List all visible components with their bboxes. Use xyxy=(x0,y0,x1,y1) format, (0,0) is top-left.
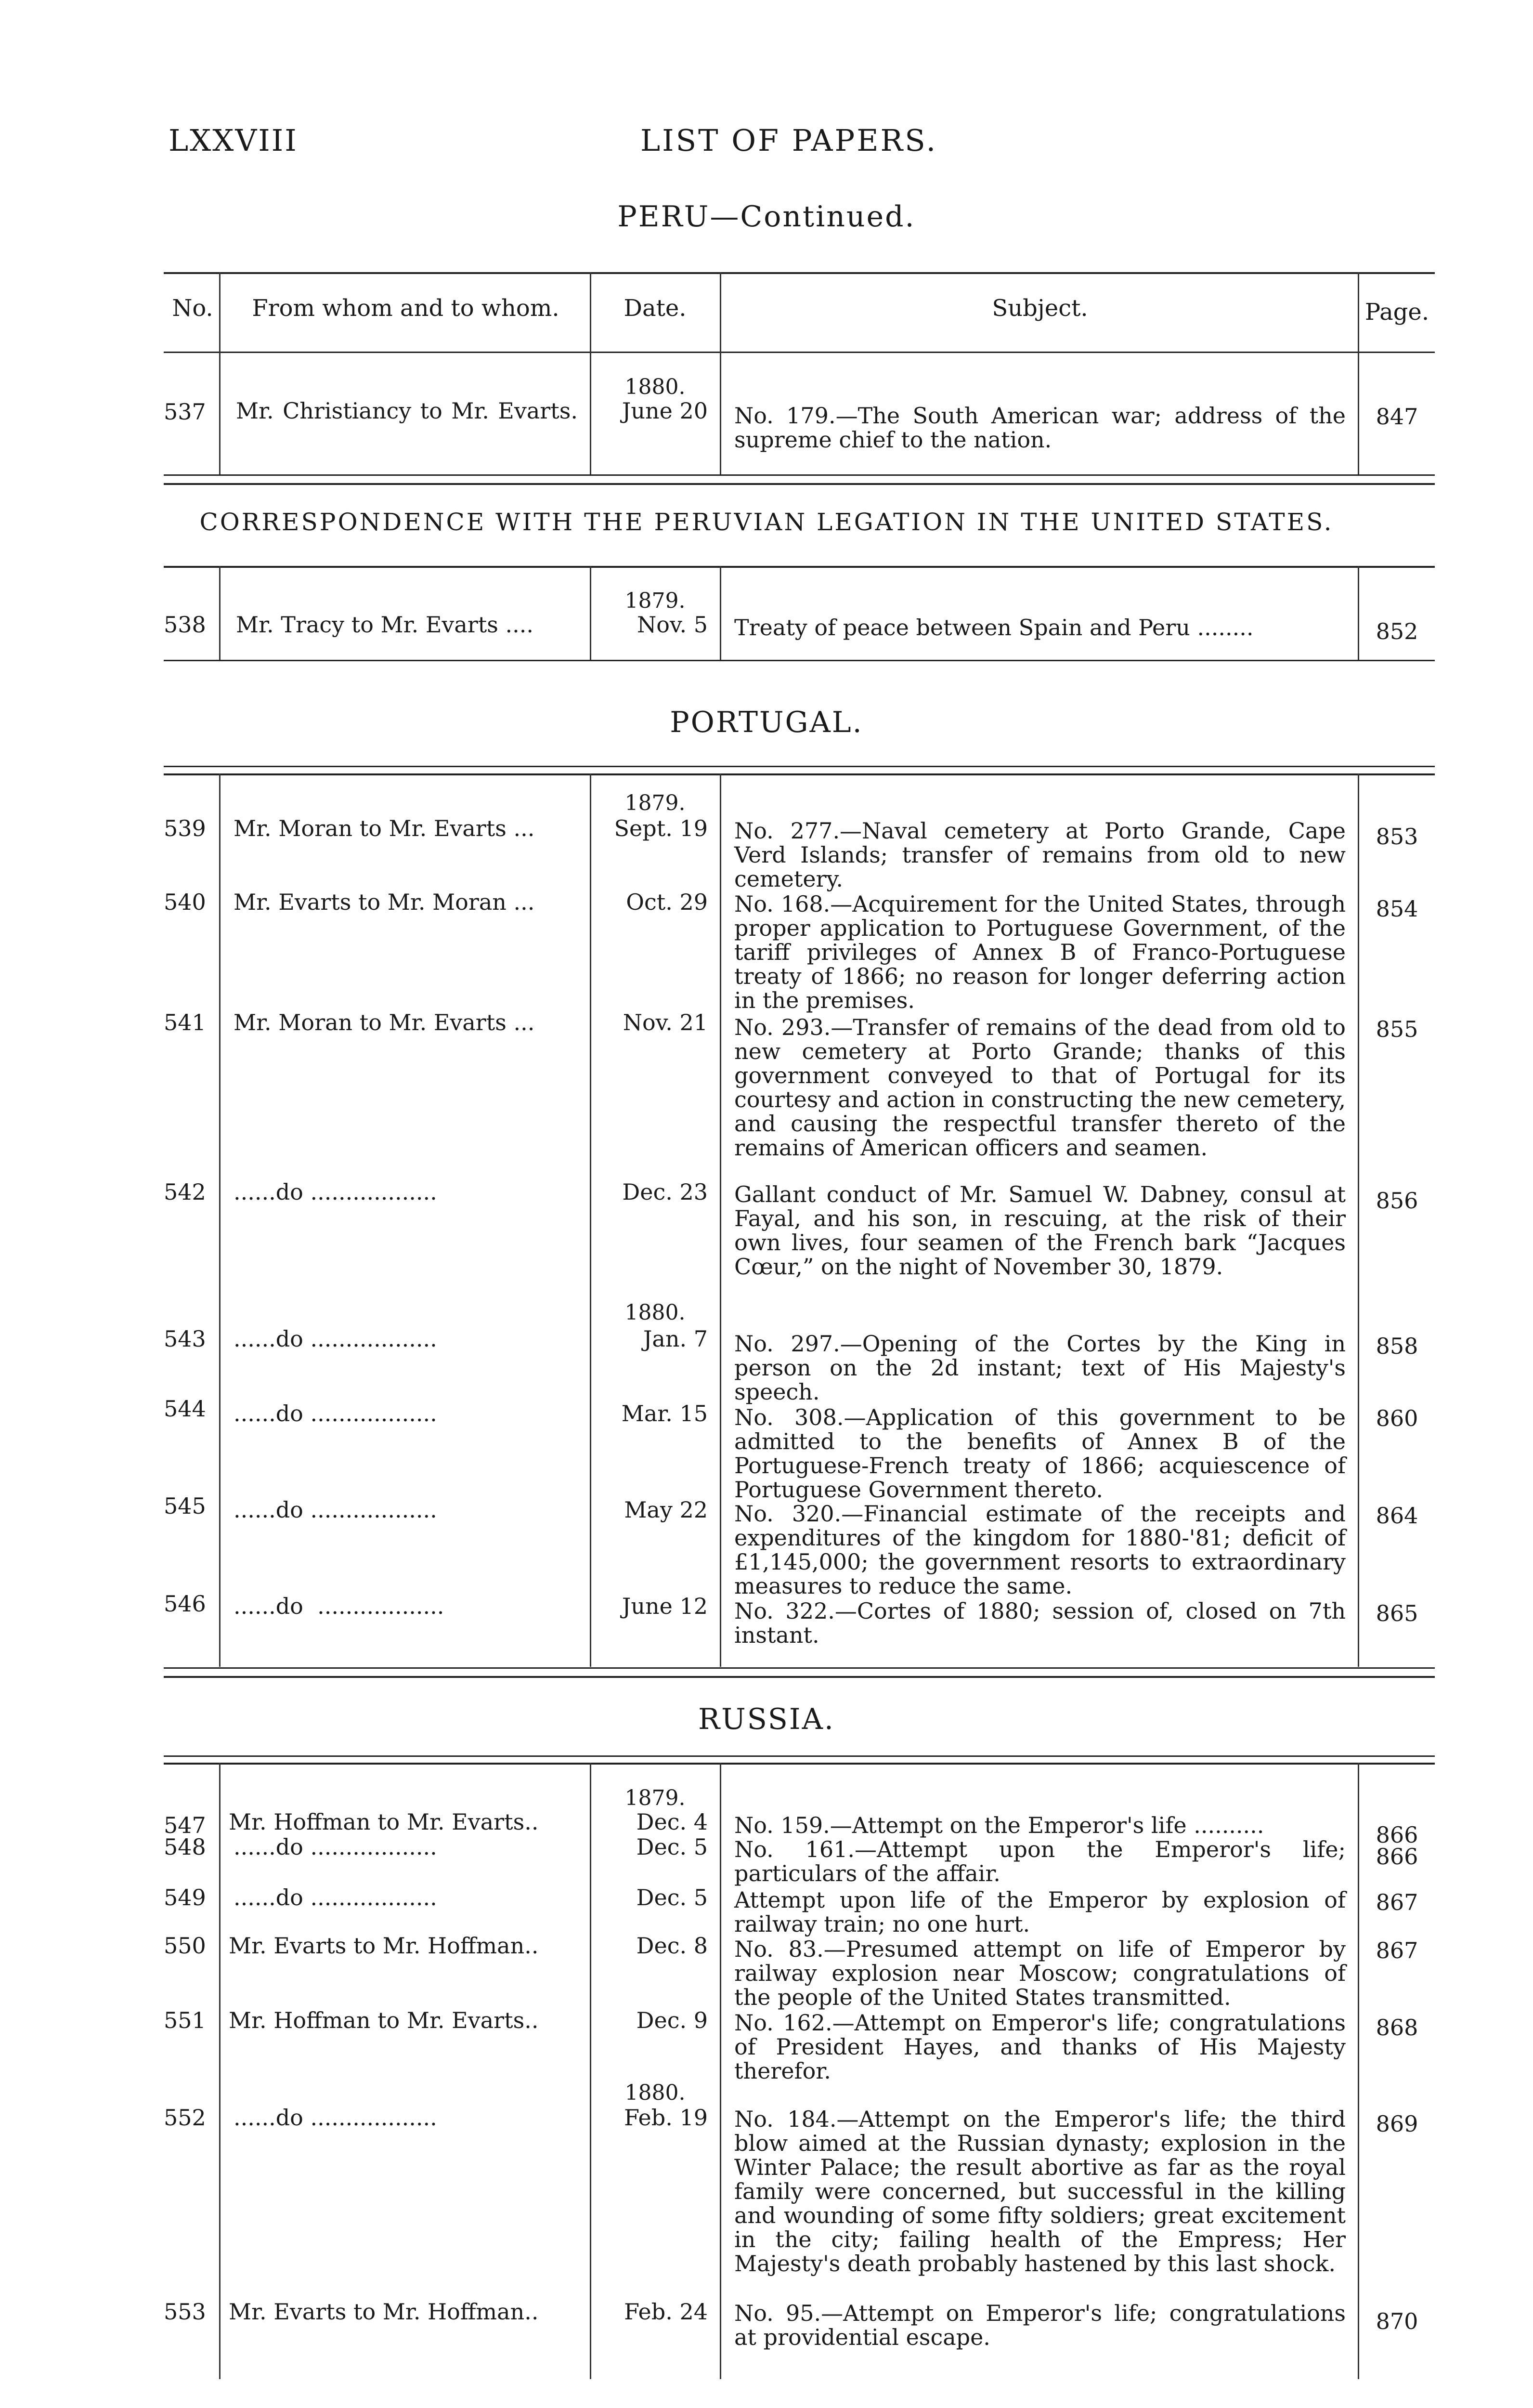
row-date: June 20 xyxy=(622,398,708,424)
row-date: June 12 xyxy=(622,1593,708,1619)
row-from: ......do .................. xyxy=(234,2105,437,2131)
row-number: 539 xyxy=(164,815,206,841)
row-from: Mr. Moran to Mr. Evarts ... xyxy=(234,1009,535,1035)
row-date: Dec. 8 xyxy=(636,1933,708,1959)
row-from: Mr. Tracy to Mr. Evarts .... xyxy=(236,612,534,638)
table-bottom-rule xyxy=(164,483,1435,485)
row-subject: No. 161.—Attempt upon the Emperor's life; particulars of the affair. xyxy=(734,1836,1346,1886)
row-page: 860 xyxy=(1376,1405,1418,1431)
section-title-peru: PERU—Continued. xyxy=(617,200,916,234)
row-subject: No. 308.—Application of this government to be admitted to the benefits of Annex B of the Portuguese-French treaty of 1866; acquiescence of Portuguese Government thereto. xyxy=(734,1404,1346,1503)
row-subject: No. 95.—Attempt on Emperor's life; congratulations at providential escape. xyxy=(734,2300,1346,2350)
year-label: 1880. xyxy=(624,375,686,399)
row-page: 854 xyxy=(1376,896,1418,922)
row-date: Jan. 7 xyxy=(643,1326,708,1352)
row-date: Dec. 23 xyxy=(622,1179,708,1205)
column-divider xyxy=(219,773,221,1667)
row-from: Mr. Christiancy to Mr. Evarts. xyxy=(236,398,578,424)
row-date: Sept. 19 xyxy=(614,815,708,841)
row-number: 546 xyxy=(164,1591,206,1617)
row-subject: No. 162.—Attempt on Emperor's life; congratulations of President Hayes, and thanks of His Majesty therefor. xyxy=(734,2010,1346,2084)
row-from: ......do .................. xyxy=(234,1834,437,1860)
column-divider xyxy=(720,566,721,660)
column-divider xyxy=(219,272,221,474)
row-number: 543 xyxy=(164,1326,206,1352)
row-subject: Gallant conduct of Mr. Samuel W. Dabney, consul at Fayal, and his son, in rescuing, at the risk of their own lives, four seamen of the French bark “Jacques Cœur,” on the night of November 30, 1879. xyxy=(734,1181,1346,1280)
row-from: ......do .................. xyxy=(234,1326,437,1352)
row-subject: Treaty of peace between Spain and Peru ........ xyxy=(734,615,1254,641)
row-number: 548 xyxy=(164,1834,206,1860)
table-top-rule xyxy=(164,773,1435,775)
row-subject: No. 179.—The South American war; address of the supreme chief to the nation. xyxy=(734,403,1346,453)
column-divider xyxy=(1358,566,1359,660)
table-bottom-rule xyxy=(164,1667,1435,1669)
row-page: 856 xyxy=(1376,1188,1418,1214)
row-date: Feb. 19 xyxy=(624,2105,708,2131)
row-from: ......do .................. xyxy=(234,1179,437,1205)
row-subject: No. 322.—Cortes of 1880; session of, closed on 7th instant. xyxy=(734,1598,1346,1648)
row-page: 869 xyxy=(1376,2111,1418,2137)
row-from: Mr. Evarts to Mr. Hoffman.. xyxy=(229,2299,539,2325)
table-top-rule xyxy=(164,1763,1435,1765)
row-date: Oct. 29 xyxy=(626,889,708,915)
column-header-page: Page. xyxy=(1364,299,1429,326)
column-divider xyxy=(219,566,221,660)
column-divider xyxy=(590,773,591,1667)
row-from: Mr. Evarts to Mr. Moran ... xyxy=(234,889,535,915)
row-number: 538 xyxy=(164,612,206,638)
row-from: Mr. Hoffman to Mr. Evarts.. xyxy=(229,2007,539,2033)
table-top-rule xyxy=(164,566,1435,568)
row-page: 867 xyxy=(1376,1889,1418,1915)
page-numeral: LXXVIII xyxy=(169,123,298,158)
row-subject: No. 320.—Financial estimate of the receipts and expenditures of the kingdom for 1880-'81; deficit of £1,145,000; the government resorts to extraordinary measures to reduce the same. xyxy=(734,1501,1346,1599)
row-number: 553 xyxy=(164,2299,206,2325)
header-bottom-rule xyxy=(164,352,1435,353)
row-date: Nov. 21 xyxy=(623,1009,708,1035)
row-number: 542 xyxy=(164,1179,206,1205)
row-number: 544 xyxy=(164,1396,206,1422)
row-from: ......do .................. xyxy=(234,1497,437,1523)
year-label: 1880. xyxy=(624,2081,686,2105)
row-date: Mar. 15 xyxy=(621,1400,708,1426)
section-title-legation: CORRESPONDENCE WITH THE PERUVIAN LEGATION IN THE UNITED STATES. xyxy=(199,508,1334,536)
row-number: 545 xyxy=(164,1493,206,1519)
year-label: 1879. xyxy=(624,791,686,815)
row-from: ......do .................. xyxy=(234,1593,444,1619)
row-page: 858 xyxy=(1376,1333,1418,1359)
row-subject: No. 83.—Presumed attempt on life of Emperor by railway explosion near Moscow; congratulations of the people of the United States transmitted. xyxy=(734,1936,1346,2010)
table-bottom-rule xyxy=(164,660,1435,661)
column-divider xyxy=(590,1763,591,2379)
row-page: 864 xyxy=(1376,1503,1418,1529)
row-from: ......do .................. xyxy=(234,1400,437,1426)
row-subject: No. 168.—Acquirement for the United States, through proper application to Portuguese Government, of the tariff privileges of Annex B of Franco-Portuguese treaty of 1866; no reason for longer deferring action in the premises. xyxy=(734,891,1346,1013)
row-date: Nov. 5 xyxy=(637,612,708,638)
row-page: 847 xyxy=(1376,404,1418,430)
row-date: Dec. 5 xyxy=(636,1834,708,1860)
row-from: Mr. Hoffman to Mr. Evarts.. xyxy=(229,1809,539,1835)
row-subject: No. 277.—Naval cemetery at Porto Grande, Cape Verd Islands; transfer of remains from old to new cemetery. xyxy=(734,818,1346,892)
column-header-date: Date. xyxy=(624,295,687,322)
row-from: Mr. Moran to Mr. Evarts ... xyxy=(234,815,535,841)
row-page: 852 xyxy=(1376,618,1418,644)
column-header-subject: Subject. xyxy=(992,295,1088,322)
year-label: 1880. xyxy=(624,1300,686,1325)
row-date: May 22 xyxy=(624,1497,708,1523)
row-page: 868 xyxy=(1376,2015,1418,2041)
column-divider xyxy=(720,773,721,1667)
row-date: Dec. 9 xyxy=(636,2007,708,2033)
row-subject: No. 293.—Transfer of remains of the dead from old to new cemetery at Porto Grande; thanks of this government conveyed to that of Portugal for its courtesy and action in constructing the new cemetery, and causing the respectful transfer thereto of the remains of American officers and seamen. xyxy=(734,1014,1346,1161)
row-page: 870 xyxy=(1376,2308,1418,2334)
row-page: 867 xyxy=(1376,1937,1418,1963)
row-number: 549 xyxy=(164,1885,206,1911)
row-number: 537 xyxy=(164,399,206,425)
year-label: 1879. xyxy=(624,589,686,613)
table-top-rule xyxy=(164,272,1435,274)
row-page: 853 xyxy=(1376,824,1418,850)
row-subject: No. 184.—Attempt on the Emperor's life; the third blow aimed at the Russian dynasty; explosion in the Winter Palace; the result abortive as far as the royal family were concerned, but successful in the killing and wounding of some fifty soldiers; great excitement in the city; failing health of the Empress; Her Majesty's death probably hastened by this last shock. xyxy=(734,2106,1346,2277)
column-divider xyxy=(720,272,721,474)
row-from: ......do .................. xyxy=(234,1885,437,1911)
row-page: 865 xyxy=(1376,1600,1418,1626)
row-date: Dec. 5 xyxy=(636,1885,708,1911)
row-page: 866 xyxy=(1376,1844,1418,1870)
row-date: Dec. 4 xyxy=(636,1809,708,1835)
row-number: 541 xyxy=(164,1009,206,1035)
row-subject: Attempt upon life of the Emperor by explosion of railway train; no one hurt. xyxy=(734,1887,1346,1937)
year-label: 1879. xyxy=(624,1786,686,1810)
column-header-from: From whom and to whom. xyxy=(252,295,559,322)
table-bottom-rule xyxy=(164,474,1435,476)
row-subject: No. 159.—Attempt on the Emperor's life .......... xyxy=(734,1812,1264,1838)
section-title-russia: RUSSIA. xyxy=(698,1702,835,1736)
row-page: 855 xyxy=(1376,1016,1418,1042)
row-number: 540 xyxy=(164,889,206,915)
row-number: 552 xyxy=(164,2105,206,2131)
row-page: 866 xyxy=(1376,1822,1418,1848)
row-subject: No. 297.—Opening of the Cortes by the King in person on the 2d instant; text of His Majesty's speech. xyxy=(734,1331,1346,1405)
table-bottom-rule xyxy=(164,1676,1435,1678)
table-top-rule xyxy=(164,766,1435,767)
row-number: 551 xyxy=(164,2007,206,2033)
table-top-rule xyxy=(164,1755,1435,1757)
column-divider xyxy=(720,1763,721,2379)
section-title-portugal: PORTUGAL. xyxy=(670,706,863,739)
column-divider xyxy=(219,1763,221,2379)
running-title: LIST OF PAPERS. xyxy=(640,123,938,158)
row-number: 547 xyxy=(164,1812,206,1838)
row-from: Mr. Evarts to Mr. Hoffman.. xyxy=(229,1933,539,1959)
column-header-no: No. xyxy=(172,295,213,322)
row-number: 550 xyxy=(164,1933,206,1959)
row-date: Feb. 24 xyxy=(624,2299,708,2325)
